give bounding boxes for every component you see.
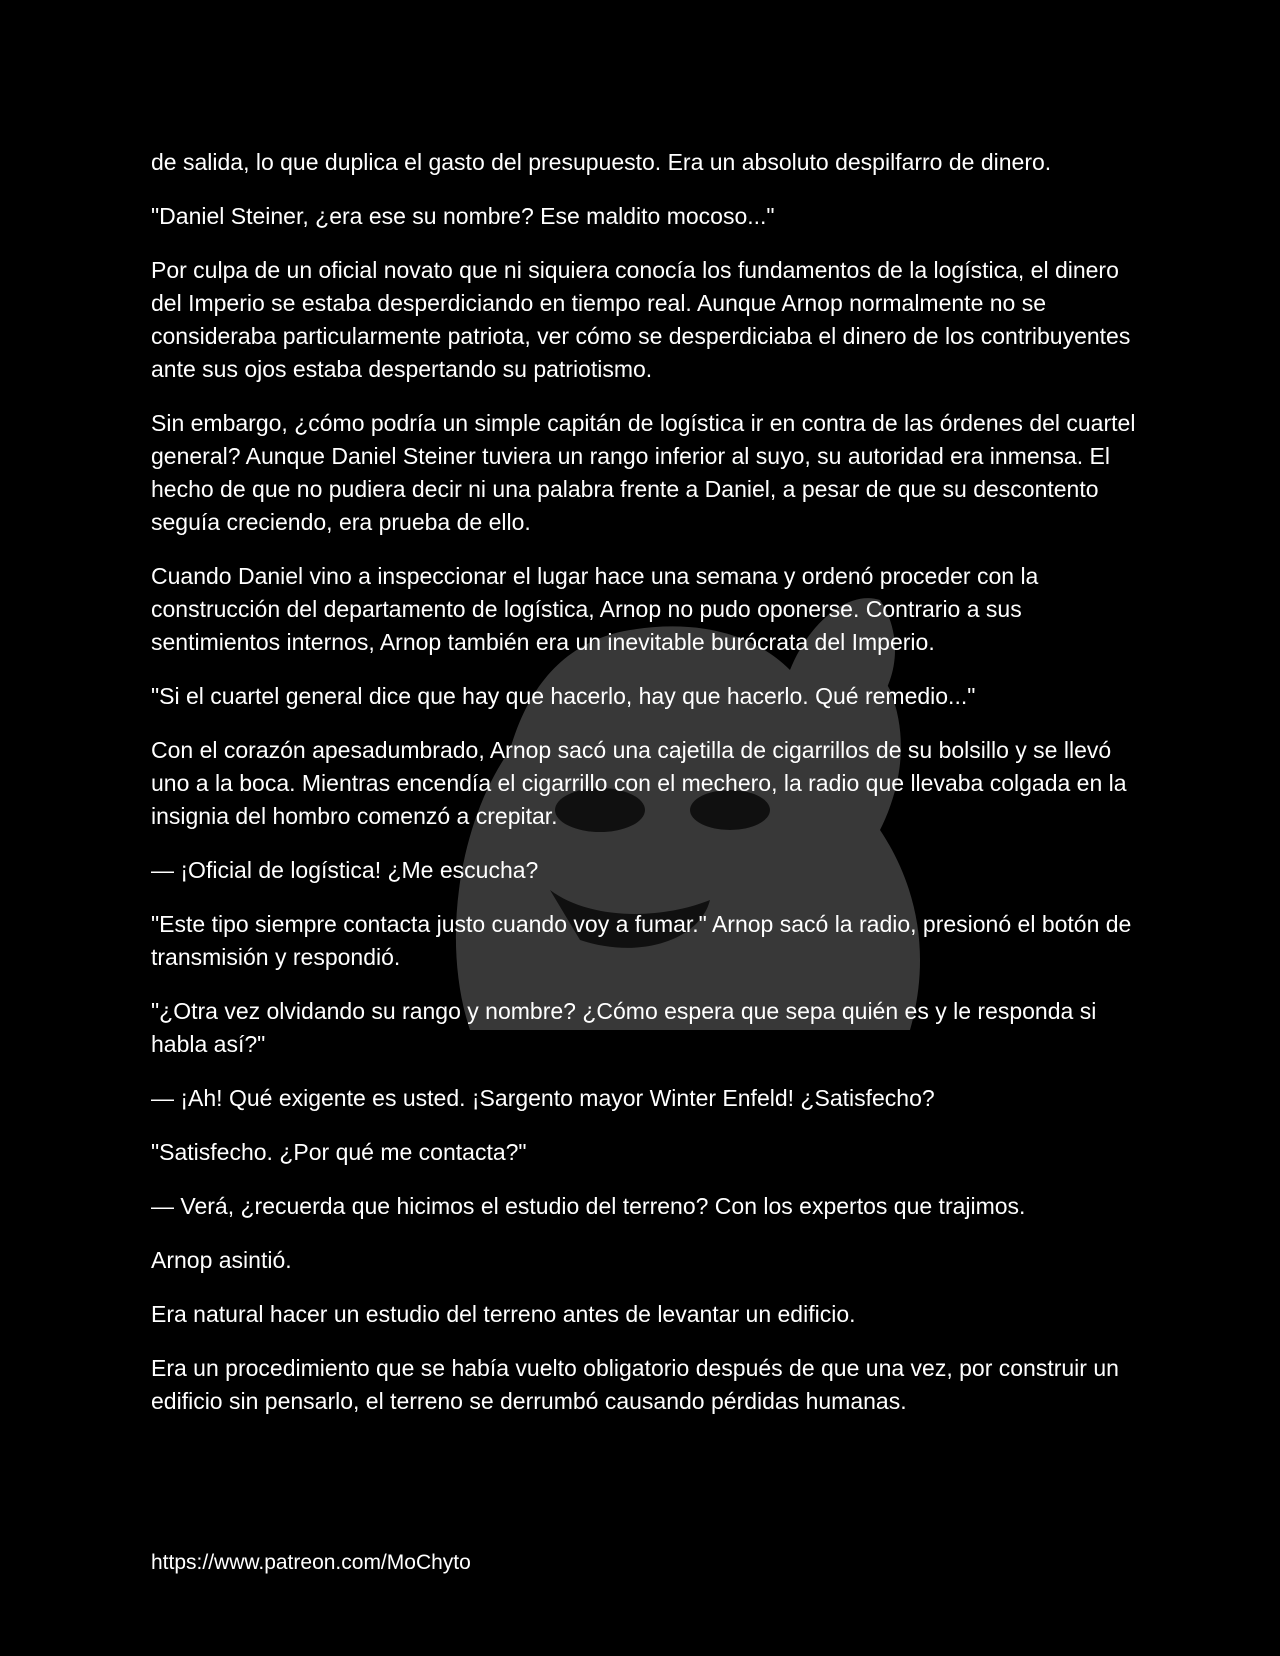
paragraph: Era un procedimiento que se había vuelto obligatorio después de que una vez, por construir un edificio sin pensarlo, el terreno se derrumbó causando pérdidas humanas. [151,1355,1119,1414]
paragraph: Sin embargo, ¿cómo podría un simple capitán de logística ir en contra de las órdenes del cuartel general? Aunque Daniel Steiner tuviera un rango inferior al suyo, su autoridad era inmensa. El hecho de que no pudiera decir ni una palabra frente a Daniel, a pesar de que su descontento seguía creciendo, era prueba de ello. [151,410,1136,535]
paragraph: "Si el cuartel general dice que hay que hacerlo, hay que hacerlo. Qué remedio..." [151,683,976,709]
paragraph: "Daniel Steiner, ¿era ese su nombre? Ese maldito mocoso..." [151,203,775,229]
paragraph: Arnop asintió. [151,1247,292,1273]
paragraph: — Verá, ¿recuerda que hicimos el estudio del terreno? Con los expertos que trajimos. [151,1193,1026,1219]
paragraph: de salida, lo que duplica el gasto del presupuesto. Era un absoluto despilfarro de dinero. [151,149,1052,175]
paragraph: Con el corazón apesadumbrado, Arnop sacó una cajetilla de cigarrillos de su bolsillo y se llevó uno a la boca. Mientras encendía el cigarrillo con el mechero, la radio que llevaba colgada en la insignia del hombro comenzó a crepitar. [151,737,1127,829]
paragraph: Cuando Daniel vino a inspeccionar el lugar hace una semana y ordenó proceder con la construcción del departamento de logística, Arnop no pudo oponerse. Contrario a sus sentimientos internos, Arnop también era un inevitable burócrata del Imperio. [151,563,1039,655]
paragraph: "Satisfecho. ¿Por qué me contacta?" [151,1139,527,1165]
patreon-link[interactable]: https://www.patreon.com/MoChyto [151,1551,471,1574]
paragraph: Era natural hacer un estudio del terreno antes de levantar un edificio. [151,1301,856,1327]
paragraph: "Este tipo siempre contacta justo cuando voy a fumar." Arnop sacó la radio, presionó el botón de transmisión y respondió. [151,911,1132,970]
paragraph: "¿Otra vez olvidando su rango y nombre? ¿Cómo espera que sepa quién es y le responda si habla así?" [151,998,1097,1057]
paragraph: — ¡Ah! Qué exigente es usted. ¡Sargento mayor Winter Enfeld! ¿Satisfecho? [151,1085,935,1111]
paragraph: — ¡Oficial de logística! ¿Me escucha? [151,857,539,883]
paragraph: Por culpa de un oficial novato que ni siquiera conocía los fundamentos de la logística, el dinero del Imperio se estaba desperdiciando en tiempo real. Aunque Arnop normalmente no se consideraba particularmente patriota, ver cómo se desperdiciaba el dinero de los contribuyentes ante sus ojos estaba despertando su patriotismo. [151,257,1131,382]
body-text [151,146,1141,1439]
